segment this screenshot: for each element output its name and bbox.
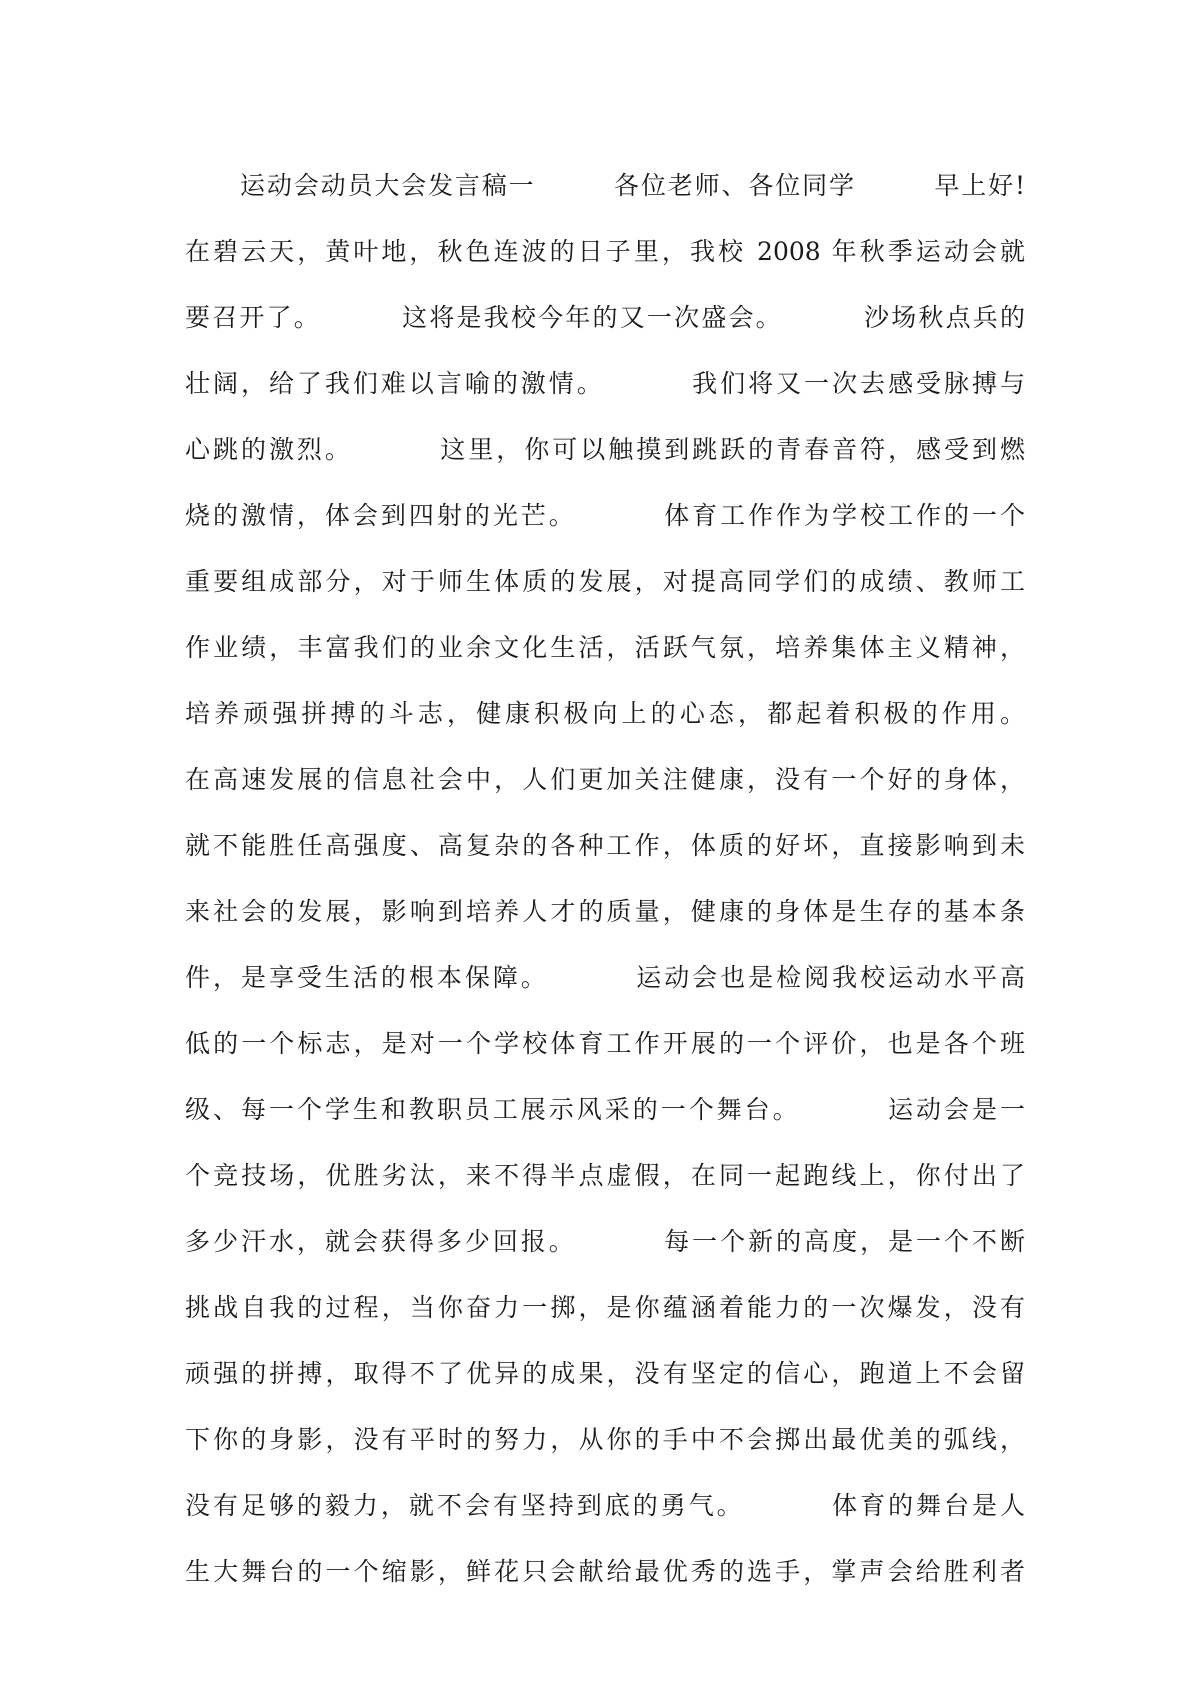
text-line-9: 培养顽强拼搏的斗志，健康积极向上的心态，都起着积极的作用。 (185, 699, 1025, 728)
text-line-20: 下你的身影，没有平时的努力，从你的手中不会掷出最优美的弧线， (185, 1425, 1025, 1454)
text-line-22: 生大舞台的一个缩影，鲜花只会献给最优秀的选手，掌声会给胜利者 (185, 1557, 1025, 1586)
speech-body (185, 153, 1025, 1605)
text-line-21: 没有足够的毅力，就不会有坚持到底的勇气。 体育的舞台是人 (185, 1491, 1025, 1520)
text-line-16: 个竞技场，优胜劣汰，来不得半点虚假，在同一起跑线上，你付出了 (185, 1161, 1025, 1190)
text-line-17: 多少汗水，就会获得多少回报。 每一个新的高度，是一个不断 (185, 1227, 1025, 1256)
text-line-1: 运动会动员大会发言稿一 各位老师、各位同学 早上好! (240, 171, 1025, 200)
text-line-4: 壮阔，给了我们难以言喻的激情。 我们将又一次去感受脉搏与 (185, 369, 1025, 398)
text-line-12: 来社会的发展，影响到培养人才的质量，健康的身体是生存的基本条 (185, 897, 1025, 926)
text-line-11: 就不能胜任高强度、高复杂的各种工作，体质的好坏，直接影响到未 (185, 831, 1025, 860)
text-line-8: 作业绩，丰富我们的业余文化生活，活跃气氛，培养集体主义精神， (185, 633, 1025, 662)
text-line-2: 在碧云天，黄叶地，秋色连波的日子里，我校 2008 年秋季运动会就 (185, 237, 1025, 266)
text-line-14: 低的一个标志，是对一个学校体育工作开展的一个评价，也是各个班 (185, 1029, 1025, 1058)
text-line-3: 要召开了。 这将是我校今年的又一次盛会。 沙场秋点兵的 (185, 303, 1025, 332)
text-line-18: 挑战自我的过程，当你奋力一掷，是你蕴涵着能力的一次爆发，没有 (185, 1293, 1025, 1322)
text-line-19: 顽强的拼搏，取得不了优异的成果，没有坚定的信心，跑道上不会留 (185, 1359, 1025, 1388)
text-line-7: 重要组成部分，对于师生体质的发展，对提高同学们的成绩、教师工 (185, 567, 1025, 596)
text-line-13: 件，是享受生活的根本保障。 运动会也是检阅我校运动水平高 (185, 963, 1025, 992)
text-line-5: 心跳的激烈。 这里，你可以触摸到跳跃的青春音符，感受到燃 (185, 435, 1025, 464)
text-line-15: 级、每一个学生和教职员工展示风采的一个舞台。 运动会是一 (185, 1095, 1025, 1124)
text-line-6: 烧的激情，体会到四射的光芒。 体育工作作为学校工作的一个 (185, 501, 1025, 530)
text-line-10: 在高速发展的信息社会中，人们更加关注健康，没有一个好的身体， (185, 765, 1025, 794)
